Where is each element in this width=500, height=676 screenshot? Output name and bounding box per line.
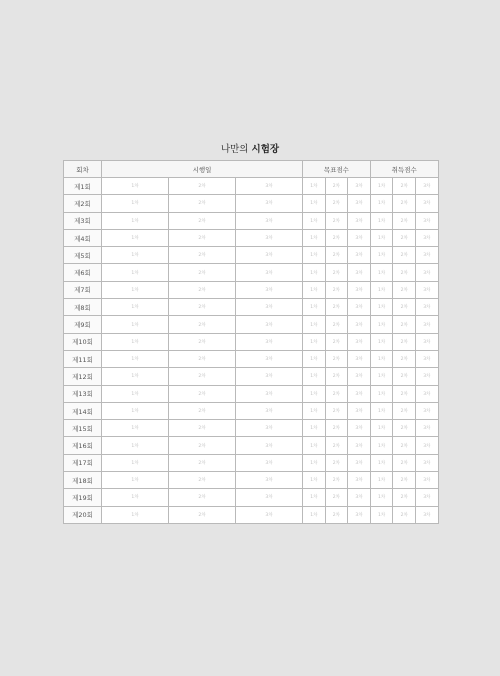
date-cell[interactable]: 2차 — [169, 316, 236, 333]
obtained-score-cell[interactable]: 1차 — [370, 402, 393, 419]
table-row — [64, 489, 439, 506]
obtained-score-cell[interactable]: 2차 — [393, 385, 416, 402]
obtained-score-cell[interactable]: 1차 — [370, 299, 393, 316]
target-score-cell[interactable]: 1차 — [303, 368, 326, 385]
header-obtained-score: 취득점수 — [370, 161, 438, 178]
obtained-score-cell[interactable]: 3차 — [416, 316, 439, 333]
target-score-cell[interactable]: 3차 — [348, 506, 371, 523]
obtained-score-cell[interactable]: 2차 — [393, 178, 416, 195]
date-cell[interactable]: 2차 — [169, 506, 236, 523]
target-score-cell[interactable]: 1차 — [303, 350, 326, 367]
target-score-cell[interactable]: 1차 — [303, 195, 326, 212]
round-label: 제4회 — [64, 229, 102, 246]
date-cell[interactable]: 1차 — [102, 402, 169, 419]
target-score-cell[interactable]: 3차 — [348, 212, 371, 229]
target-score-cell[interactable]: 3차 — [348, 402, 371, 419]
obtained-score-cell[interactable]: 3차 — [416, 350, 439, 367]
date-cell[interactable]: 3차 — [236, 350, 303, 367]
date-cell[interactable]: 3차 — [236, 385, 303, 402]
target-score-cell[interactable]: 2차 — [325, 402, 348, 419]
target-score-cell[interactable]: 2차 — [325, 489, 348, 506]
obtained-score-cell[interactable]: 1차 — [370, 281, 393, 298]
table-row — [64, 368, 439, 385]
obtained-score-cell[interactable]: 1차 — [370, 350, 393, 367]
obtained-score-cell[interactable]: 3차 — [416, 229, 439, 246]
record-table — [63, 160, 439, 524]
obtained-score-cell[interactable]: 2차 — [393, 402, 416, 419]
obtained-score-cell[interactable]: 3차 — [416, 333, 439, 350]
target-score-cell[interactable]: 1차 — [303, 402, 326, 419]
round-label: 제10회 — [64, 333, 102, 350]
round-label: 제3회 — [64, 212, 102, 229]
header-target-score: 목표점수 — [303, 161, 371, 178]
table-row — [64, 454, 439, 471]
date-cell[interactable]: 2차 — [169, 229, 236, 246]
obtained-score-cell[interactable]: 2차 — [393, 350, 416, 367]
target-score-cell[interactable]: 2차 — [325, 506, 348, 523]
table-row — [64, 402, 439, 419]
round-label: 제14회 — [64, 402, 102, 419]
obtained-score-cell[interactable]: 3차 — [416, 264, 439, 281]
obtained-score-cell[interactable]: 3차 — [416, 368, 439, 385]
obtained-score-cell[interactable]: 2차 — [393, 437, 416, 454]
date-cell[interactable]: 3차 — [236, 506, 303, 523]
table-row — [64, 437, 439, 454]
obtained-score-cell[interactable]: 3차 — [416, 454, 439, 471]
target-score-cell[interactable]: 1차 — [303, 299, 326, 316]
obtained-score-cell[interactable]: 2차 — [393, 229, 416, 246]
round-label: 제19회 — [64, 489, 102, 506]
date-cell[interactable]: 1차 — [102, 368, 169, 385]
title-emphasis: 시험장 — [251, 144, 280, 155]
obtained-score-cell[interactable]: 1차 — [370, 264, 393, 281]
obtained-score-cell[interactable]: 2차 — [393, 333, 416, 350]
date-cell[interactable]: 2차 — [169, 281, 236, 298]
date-cell[interactable]: 1차 — [102, 229, 169, 246]
obtained-score-cell[interactable]: 3차 — [416, 402, 439, 419]
target-score-cell[interactable]: 1차 — [303, 437, 326, 454]
target-score-cell[interactable]: 3차 — [348, 472, 371, 489]
round-label: 제11회 — [64, 350, 102, 367]
target-score-cell[interactable]: 2차 — [325, 316, 348, 333]
target-score-cell[interactable]: 3차 — [348, 229, 371, 246]
obtained-score-cell[interactable]: 1차 — [370, 454, 393, 471]
target-score-cell[interactable]: 1차 — [303, 212, 326, 229]
table-row — [64, 195, 439, 212]
date-cell[interactable]: 3차 — [236, 472, 303, 489]
round-label: 제5회 — [64, 247, 102, 264]
title-prefix: 나만의 — [220, 144, 249, 155]
date-cell[interactable]: 3차 — [236, 420, 303, 437]
table-row — [64, 350, 439, 367]
date-cell[interactable]: 2차 — [169, 454, 236, 471]
date-cell[interactable]: 1차 — [102, 350, 169, 367]
date-cell[interactable]: 2차 — [169, 195, 236, 212]
obtained-score-cell[interactable]: 2차 — [393, 454, 416, 471]
date-cell[interactable]: 1차 — [102, 316, 169, 333]
date-cell[interactable]: 1차 — [102, 420, 169, 437]
target-score-cell[interactable]: 2차 — [325, 178, 348, 195]
target-score-cell[interactable]: 2차 — [325, 212, 348, 229]
target-score-cell[interactable]: 1차 — [303, 247, 326, 264]
round-label: 제8회 — [64, 299, 102, 316]
date-cell[interactable]: 3차 — [236, 299, 303, 316]
table-row — [64, 385, 439, 402]
target-score-cell[interactable]: 1차 — [303, 489, 326, 506]
table-row — [64, 281, 439, 298]
obtained-score-cell[interactable]: 2차 — [393, 212, 416, 229]
date-cell[interactable]: 2차 — [169, 333, 236, 350]
obtained-score-cell[interactable]: 2차 — [393, 420, 416, 437]
target-score-cell[interactable]: 3차 — [348, 489, 371, 506]
obtained-score-cell[interactable]: 2차 — [393, 247, 416, 264]
target-score-cell[interactable]: 3차 — [348, 299, 371, 316]
date-cell[interactable]: 1차 — [102, 299, 169, 316]
date-cell[interactable]: 3차 — [236, 247, 303, 264]
obtained-score-cell[interactable]: 1차 — [370, 437, 393, 454]
date-cell[interactable]: 3차 — [236, 316, 303, 333]
obtained-score-cell[interactable]: 3차 — [416, 437, 439, 454]
obtained-score-cell[interactable]: 2차 — [393, 195, 416, 212]
target-score-cell[interactable]: 1차 — [303, 333, 326, 350]
date-cell[interactable]: 1차 — [102, 385, 169, 402]
date-cell[interactable]: 3차 — [236, 229, 303, 246]
obtained-score-cell[interactable]: 3차 — [416, 420, 439, 437]
obtained-score-cell[interactable]: 2차 — [393, 299, 416, 316]
round-label: 제1회 — [64, 178, 102, 195]
target-score-cell[interactable]: 1차 — [303, 506, 326, 523]
target-score-cell[interactable]: 2차 — [325, 350, 348, 367]
table-row — [64, 299, 439, 316]
obtained-score-cell[interactable]: 1차 — [370, 247, 393, 264]
target-score-cell[interactable]: 3차 — [348, 420, 371, 437]
target-score-cell[interactable]: 2차 — [325, 247, 348, 264]
obtained-score-cell[interactable]: 1차 — [370, 489, 393, 506]
round-label: 제16회 — [64, 437, 102, 454]
obtained-score-cell[interactable]: 2차 — [393, 472, 416, 489]
date-cell[interactable]: 3차 — [236, 333, 303, 350]
header-round: 회차 — [64, 161, 102, 178]
target-score-cell[interactable]: 1차 — [303, 229, 326, 246]
round-label: 제9회 — [64, 316, 102, 333]
round-label: 제13회 — [64, 385, 102, 402]
target-score-cell[interactable]: 2차 — [325, 229, 348, 246]
table-row — [64, 420, 439, 437]
date-cell[interactable]: 2차 — [169, 472, 236, 489]
date-cell[interactable]: 3차 — [236, 281, 303, 298]
obtained-score-cell[interactable]: 1차 — [370, 195, 393, 212]
target-score-cell[interactable]: 2차 — [325, 437, 348, 454]
target-score-cell[interactable]: 3차 — [348, 454, 371, 471]
date-cell[interactable]: 3차 — [236, 489, 303, 506]
target-score-cell[interactable]: 3차 — [348, 195, 371, 212]
obtained-score-cell[interactable]: 2차 — [393, 506, 416, 523]
table-row — [64, 472, 439, 489]
target-score-cell[interactable]: 1차 — [303, 281, 326, 298]
date-cell[interactable]: 2차 — [169, 178, 236, 195]
obtained-score-cell[interactable]: 3차 — [416, 281, 439, 298]
target-score-cell[interactable]: 3차 — [348, 350, 371, 367]
obtained-score-cell[interactable]: 1차 — [370, 316, 393, 333]
target-score-cell[interactable]: 2차 — [325, 281, 348, 298]
exam-record-sheet — [63, 140, 437, 524]
target-score-cell[interactable]: 3차 — [348, 247, 371, 264]
obtained-score-cell[interactable]: 1차 — [370, 472, 393, 489]
date-cell[interactable]: 2차 — [169, 420, 236, 437]
round-label: 제18회 — [64, 472, 102, 489]
sheet-title — [63, 140, 437, 160]
target-score-cell[interactable]: 2차 — [325, 472, 348, 489]
obtained-score-cell[interactable]: 1차 — [370, 229, 393, 246]
table-row — [64, 316, 439, 333]
target-score-cell[interactable]: 2차 — [325, 264, 348, 281]
target-score-cell[interactable]: 1차 — [303, 454, 326, 471]
date-cell[interactable]: 3차 — [236, 178, 303, 195]
target-score-cell[interactable]: 1차 — [303, 472, 326, 489]
target-score-cell[interactable]: 3차 — [348, 281, 371, 298]
date-cell[interactable]: 1차 — [102, 454, 169, 471]
target-score-cell[interactable]: 2차 — [325, 385, 348, 402]
date-cell[interactable]: 1차 — [102, 437, 169, 454]
target-score-cell[interactable]: 2차 — [325, 454, 348, 471]
date-cell[interactable]: 2차 — [169, 299, 236, 316]
target-score-cell[interactable]: 2차 — [325, 299, 348, 316]
date-cell[interactable]: 3차 — [236, 195, 303, 212]
obtained-score-cell[interactable]: 2차 — [393, 316, 416, 333]
round-label: 제12회 — [64, 368, 102, 385]
header-row — [64, 161, 439, 178]
date-cell[interactable]: 2차 — [169, 212, 236, 229]
table-row — [64, 333, 439, 350]
obtained-score-cell[interactable]: 1차 — [370, 212, 393, 229]
obtained-score-cell[interactable]: 2차 — [393, 368, 416, 385]
date-cell[interactable]: 2차 — [169, 350, 236, 367]
obtained-score-cell[interactable]: 2차 — [393, 489, 416, 506]
date-cell[interactable]: 1차 — [102, 264, 169, 281]
date-cell[interactable]: 3차 — [236, 454, 303, 471]
target-score-cell[interactable]: 2차 — [325, 195, 348, 212]
obtained-score-cell[interactable]: 3차 — [416, 299, 439, 316]
target-score-cell[interactable]: 3차 — [348, 385, 371, 402]
date-cell[interactable]: 1차 — [102, 506, 169, 523]
obtained-score-cell[interactable]: 1차 — [370, 420, 393, 437]
obtained-score-cell[interactable]: 3차 — [416, 506, 439, 523]
header-date: 시행일 — [102, 161, 303, 178]
target-score-cell[interactable]: 3차 — [348, 368, 371, 385]
obtained-score-cell[interactable]: 1차 — [370, 178, 393, 195]
target-score-cell[interactable]: 1차 — [303, 316, 326, 333]
obtained-score-cell[interactable]: 1차 — [370, 368, 393, 385]
round-label: 제15회 — [64, 420, 102, 437]
target-score-cell[interactable]: 3차 — [348, 264, 371, 281]
target-score-cell[interactable]: 3차 — [348, 437, 371, 454]
date-cell[interactable]: 2차 — [169, 385, 236, 402]
target-score-cell[interactable]: 3차 — [348, 333, 371, 350]
date-cell[interactable]: 2차 — [169, 264, 236, 281]
table-row — [64, 178, 439, 195]
obtained-score-cell[interactable]: 1차 — [370, 385, 393, 402]
target-score-cell[interactable]: 2차 — [325, 420, 348, 437]
obtained-score-cell[interactable]: 3차 — [416, 247, 439, 264]
round-label: 제7회 — [64, 281, 102, 298]
date-cell[interactable]: 3차 — [236, 264, 303, 281]
table-row — [64, 212, 439, 229]
obtained-score-cell[interactable]: 3차 — [416, 212, 439, 229]
obtained-score-cell[interactable]: 3차 — [416, 472, 439, 489]
date-cell[interactable]: 1차 — [102, 281, 169, 298]
round-label: 제17회 — [64, 454, 102, 471]
date-cell[interactable]: 1차 — [102, 333, 169, 350]
date-cell[interactable]: 1차 — [102, 195, 169, 212]
obtained-score-cell[interactable]: 2차 — [393, 264, 416, 281]
obtained-score-cell[interactable]: 3차 — [416, 178, 439, 195]
table-row — [64, 506, 439, 523]
target-score-cell[interactable]: 1차 — [303, 178, 326, 195]
target-score-cell[interactable]: 1차 — [303, 420, 326, 437]
table-row — [64, 264, 439, 281]
date-cell[interactable]: 1차 — [102, 178, 169, 195]
target-score-cell[interactable]: 3차 — [348, 316, 371, 333]
target-score-cell[interactable]: 2차 — [325, 333, 348, 350]
target-score-cell[interactable]: 1차 — [303, 385, 326, 402]
date-cell[interactable]: 1차 — [102, 472, 169, 489]
table-row — [64, 229, 439, 246]
round-label: 제6회 — [64, 264, 102, 281]
obtained-score-cell[interactable]: 1차 — [370, 506, 393, 523]
obtained-score-cell[interactable]: 3차 — [416, 385, 439, 402]
round-label: 제20회 — [64, 506, 102, 523]
date-cell[interactable]: 1차 — [102, 212, 169, 229]
date-cell[interactable]: 2차 — [169, 368, 236, 385]
date-cell[interactable]: 1차 — [102, 247, 169, 264]
table-row — [64, 247, 439, 264]
round-label: 제2회 — [64, 195, 102, 212]
date-cell[interactable]: 2차 — [169, 402, 236, 419]
target-score-cell[interactable]: 2차 — [325, 368, 348, 385]
obtained-score-cell[interactable]: 2차 — [393, 281, 416, 298]
obtained-score-cell[interactable]: 3차 — [416, 195, 439, 212]
target-score-cell[interactable]: 1차 — [303, 264, 326, 281]
obtained-score-cell[interactable]: 1차 — [370, 333, 393, 350]
date-cell[interactable]: 1차 — [102, 489, 169, 506]
date-cell[interactable]: 2차 — [169, 489, 236, 506]
date-cell[interactable]: 2차 — [169, 247, 236, 264]
date-cell[interactable]: 3차 — [236, 212, 303, 229]
date-cell[interactable]: 3차 — [236, 402, 303, 419]
date-cell[interactable]: 3차 — [236, 368, 303, 385]
obtained-score-cell[interactable]: 3차 — [416, 489, 439, 506]
date-cell[interactable]: 2차 — [169, 437, 236, 454]
target-score-cell[interactable]: 3차 — [348, 178, 371, 195]
date-cell[interactable]: 3차 — [236, 437, 303, 454]
